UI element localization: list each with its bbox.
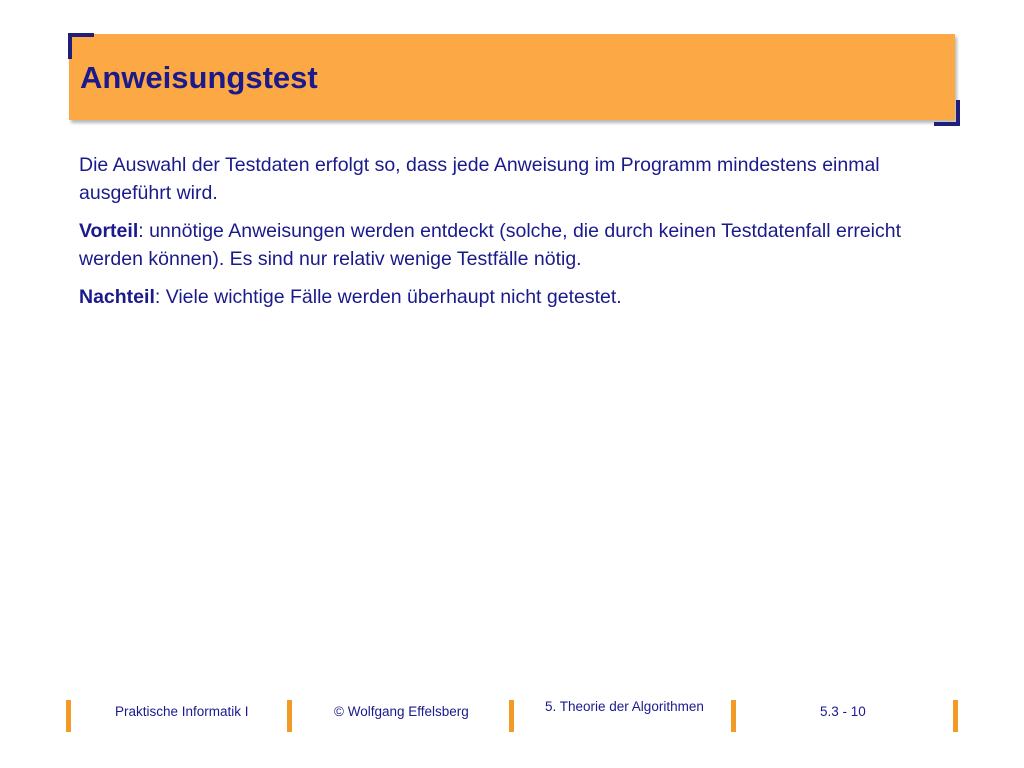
paragraph-text: : Viele wichtige Fälle werden überhaupt nicht getestet. [154,286,622,308]
paragraph-text: Die Auswahl der Testdaten erfolgt so, dass jede Anweisung im Programm mindestens einmal ausgeführt wird. [79,154,880,204]
paragraph-text: : unnötige Anweisungen werden entdeckt (solche, die durch keinen Testdatenfall erreicht werden können). Es sind nur relativ wenige Testfälle nötig. [79,220,902,270]
slide-title: Anweisungstest [80,60,318,95]
title-banner [69,34,955,120]
paragraph-disadvantage [79,283,959,311]
footer-divider [509,700,514,732]
disadvantage-label: Nachteil [79,286,155,308]
footer-author: © Wolfgang Effelsberg [334,704,469,719]
footer-divider [731,700,736,732]
slide-footer [0,696,1024,736]
paragraph-advantage [79,217,959,273]
footer-divider [66,700,71,732]
advantage-label: Vorteil [79,220,139,242]
footer-page-number: 5.3 - 10 [820,704,866,719]
title-corner-bottom-right [934,100,960,126]
footer-divider [287,700,292,732]
slide-body [79,151,959,321]
footer-course: Praktische Informatik I [115,704,249,719]
footer-divider [953,700,958,732]
title-corner-top-left [68,33,94,59]
footer-chapter: 5. Theorie der Algorithmen [545,699,704,714]
paragraph-intro [79,151,959,207]
